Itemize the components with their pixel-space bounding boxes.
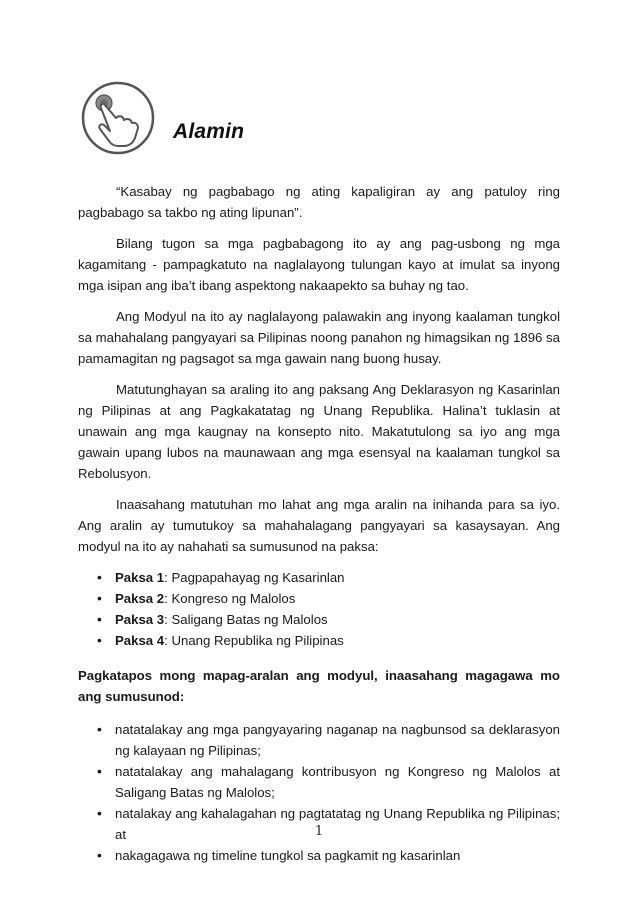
content-body (78, 181, 560, 866)
topic-text: : Pagpapahayag ng Kasarinlan (164, 570, 345, 585)
topic-label: Paksa 1 (115, 570, 165, 585)
hand-touch-icon (80, 80, 156, 156)
paragraph-3: Ang Modyul na ito ay naglalayong palawakin ang inyong kaalaman tungkol sa mahahalang pangyayari sa Pilipinas noong panahon ng himagsikan ng 1896 sa pamamagitan ng pagsagot sa mga gawain nang buong husay. (78, 309, 560, 366)
objective-item: • natatalakay ang mga pangyayaring naganap na nagbunsod sa deklarasyon ng kalayaan ng Pilipinas; (115, 719, 560, 761)
paragraph-4: Matutunghayan sa araling ito ang paksang Ang Deklarasyon ng Kasarinlan ng Pilipinas at ang Pagkakatatag ng Unang Republika. Halina’t tuklasin at unawain ang mga kaugnay na konsepto nito. Makatutulong sa iyo ang mga gawain upang lubos na maunawaan ang mga esensyal na kaalaman tungkol sa Rebolusyon. (78, 382, 560, 481)
objective-item: • natatalakay ang mahalagang kontribusyon ng Kongreso ng Malolos at Saligang Batas ng Malolos; (115, 761, 560, 803)
topic-item (115, 630, 560, 651)
topic-label: Paksa 3 (115, 612, 165, 627)
objectives-list (78, 719, 560, 866)
topic-item (115, 567, 560, 588)
paragraph-2: Bilang tugon sa mga pagbabagong ito ay ang pag-usbong ng mga kagamitang - pampagkatuto na naglalayong tulungan kayo at imulat sa inyong mga isipan ang iba’t ibang aspektong nakaapekto sa buhay ng tao. (78, 236, 560, 293)
topic-text: : Kongreso ng Malolos (164, 591, 296, 606)
intro-quote: “Kasabay ng pagbabago ng ating kapaligiran ay ang patuloy ring pagbabago sa takbo ng ating lipunan”. (78, 184, 560, 220)
page-number: 1 (314, 824, 324, 839)
topic-text: : Unang Republika ng Pilipinas (164, 633, 344, 648)
paragraph-5: Inaasahang matutuhan mo lahat ang mga aralin na inihanda para sa iyo. Ang aralin ay tumutukoy sa mahahalagang pangyayari sa kasaysayan. Ang modyul na ito ay nahahati sa sumusunod na paksa: (78, 497, 560, 554)
topic-label: Paksa 4 (115, 633, 165, 648)
objective-item: • nakagagawa ng timeline tungkol sa pagkamit ng kasarinlan (115, 845, 560, 866)
topic-item (115, 609, 560, 630)
section-title: Alamin (173, 120, 245, 143)
topic-list (78, 567, 560, 651)
topic-text: : Saligang Batas ng Malolos (164, 612, 328, 627)
topic-item (115, 588, 560, 609)
topic-label: Paksa 2 (115, 591, 165, 606)
objective-item: • natalakay ang kahalagahan ng pagtatatag ng Unang Republika ng Pilipinas; at (115, 803, 560, 845)
objectives-heading: Pagkatapos mong mapag-aralan ang modyul, inaasahang magagawa mo ang sumusunod: (78, 668, 560, 704)
